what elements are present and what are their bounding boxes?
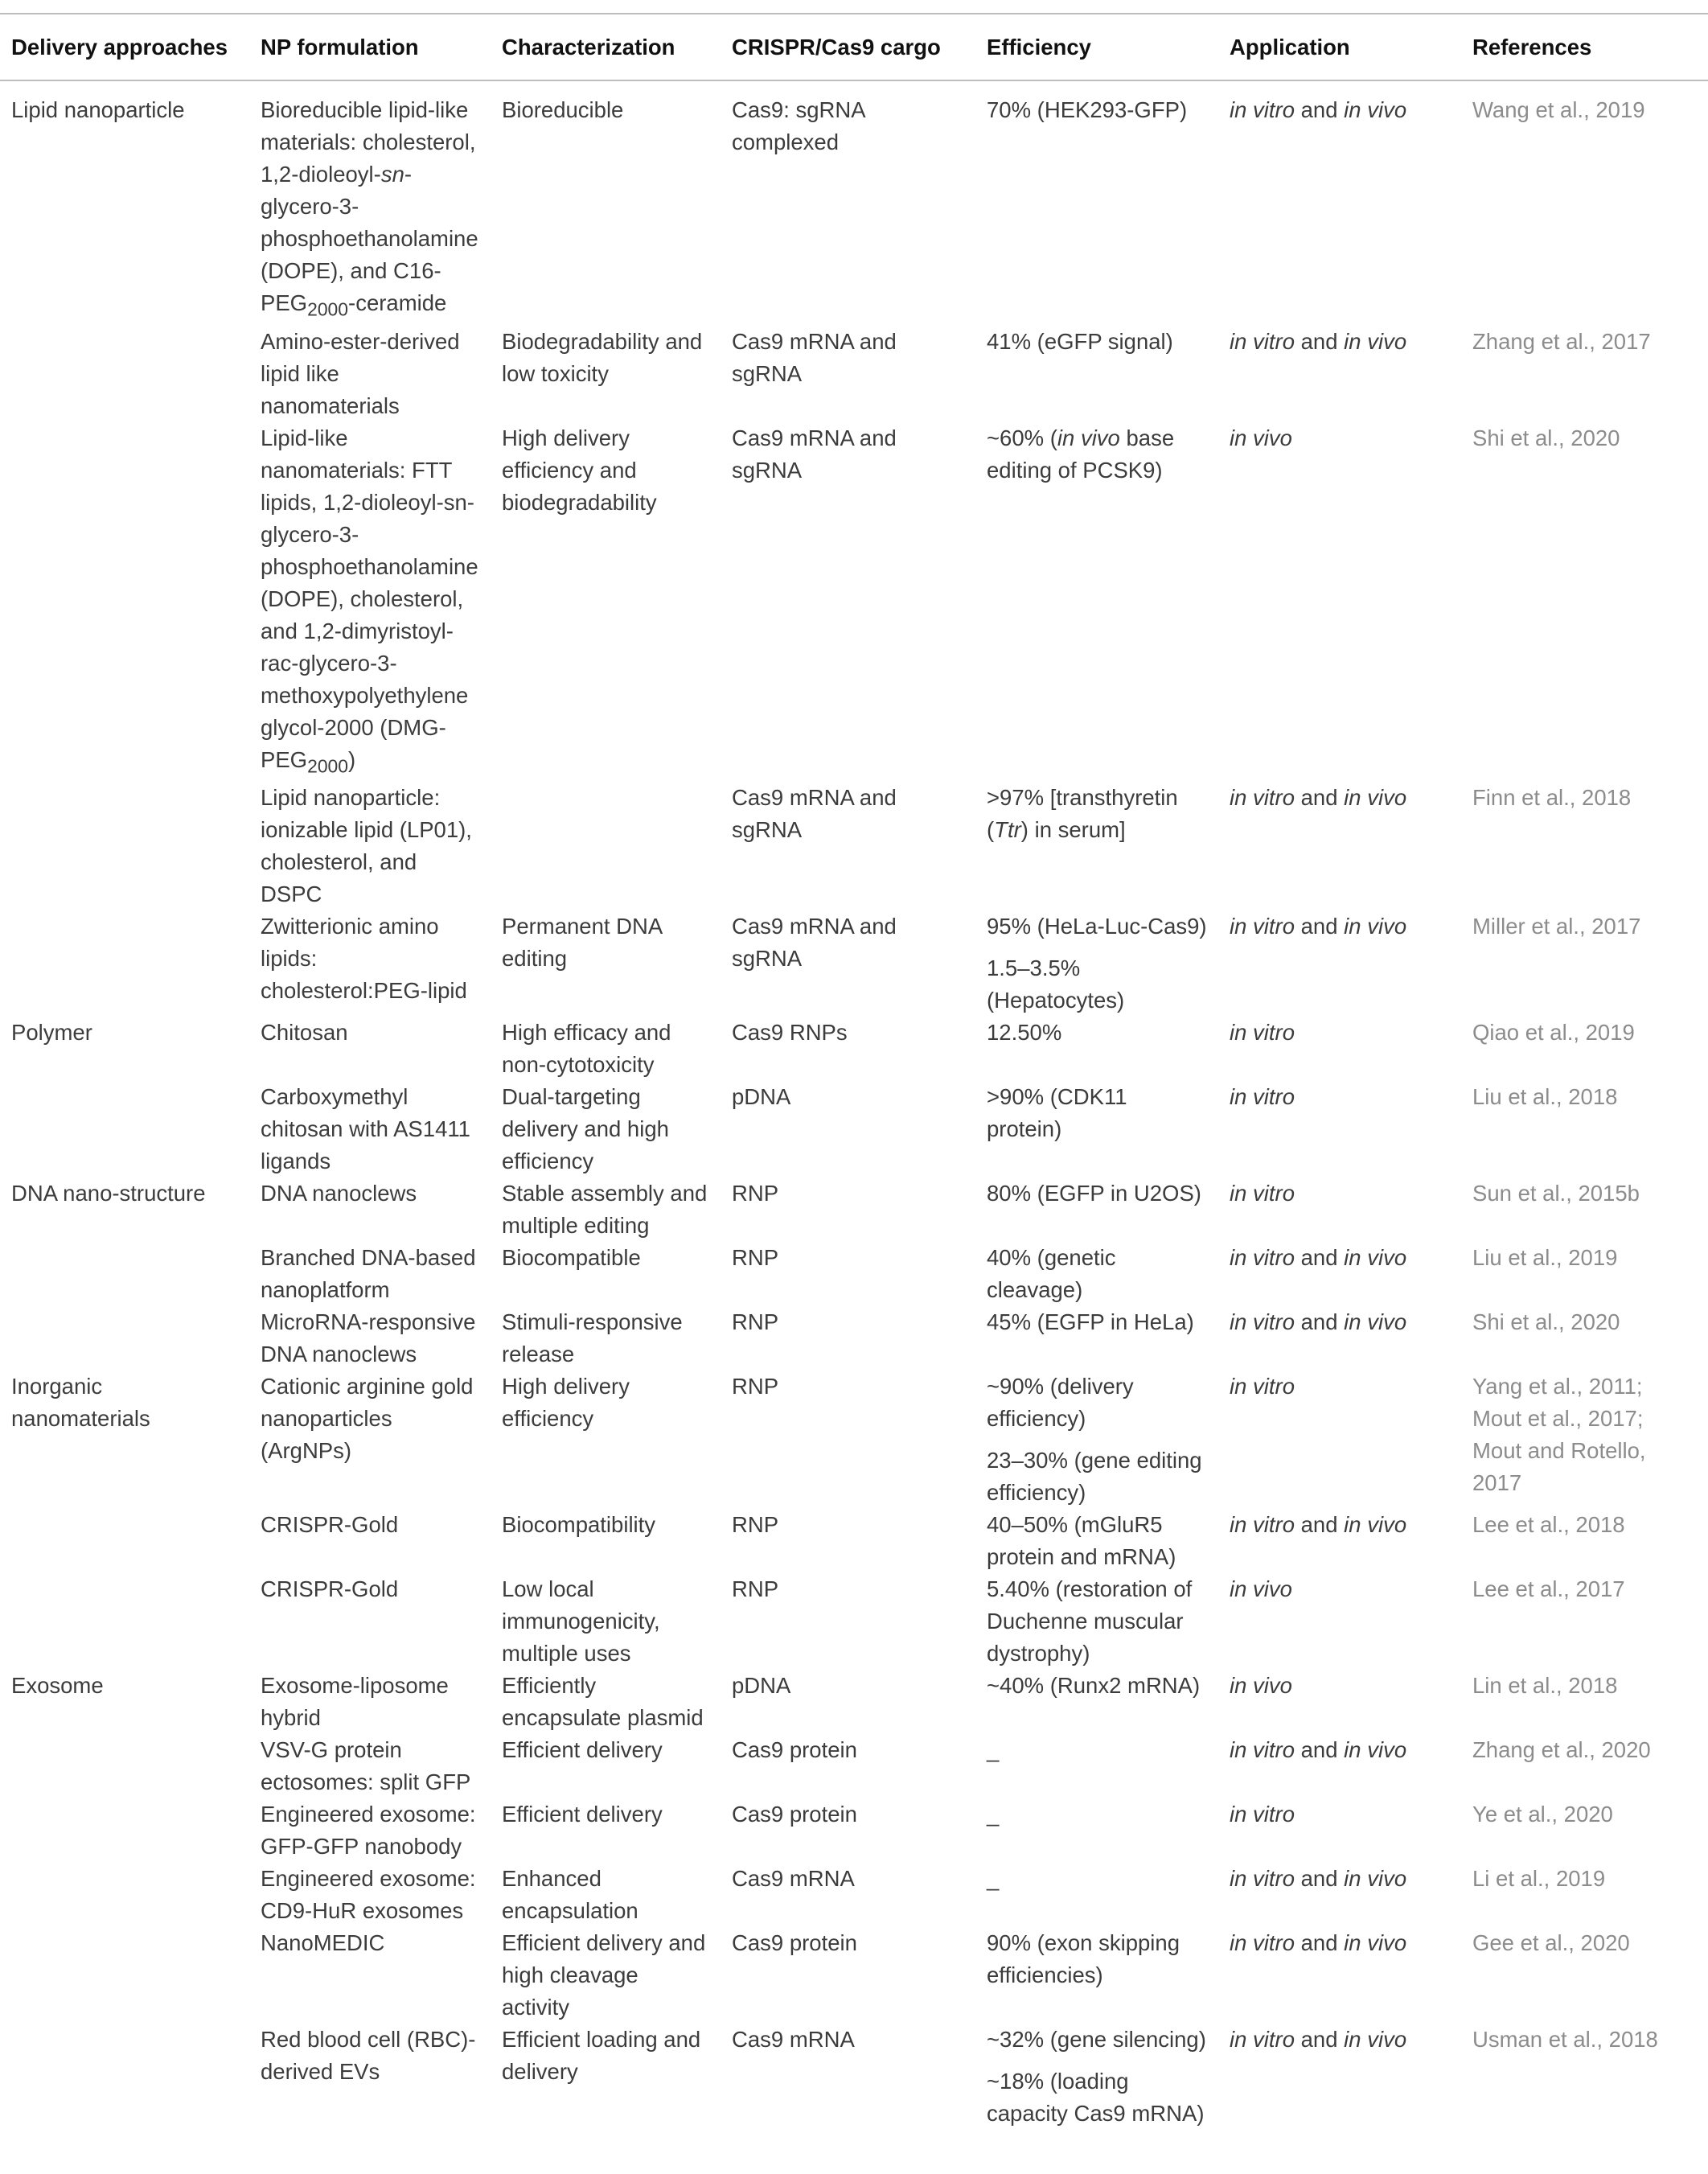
cell-references: Wang et al., 2019 (1472, 97, 1645, 122)
delivery-approaches-table (0, 13, 1708, 2130)
column-header-efficiency: Efficiency (987, 34, 1091, 60)
cell-np-formulation: Zwitterionic amino lipids: cholesterol:PEG-lipid (261, 914, 467, 1003)
cell-np-formulation: Engineered exosome: CD9-HuR exosomes (261, 1866, 476, 1923)
table-row (0, 1371, 1708, 1509)
cell-efficiency (975, 1670, 1218, 1734)
cell-cargo: RNP (732, 1245, 779, 1270)
efficiency-value: 12.50% (987, 1020, 1062, 1045)
cell-np-formulation: CRISPR-Gold (261, 1512, 399, 1537)
cell-references: Yang et al., 2011; Mout et al., 2017; Mout and Rotello, 2017 (1472, 1374, 1646, 1495)
cell-application: in vitro (1230, 1181, 1295, 1206)
efficiency-value: ~40% (Runx2 mRNA) (987, 1673, 1201, 1698)
table-row (0, 1734, 1708, 1798)
cell-efficiency (975, 782, 1218, 910)
cell-np-formulation: Red blood cell (RBC)-derived EVs (261, 2027, 476, 2084)
cell-cargo: RNP (732, 1181, 779, 1206)
cell-np-formulation: Lipid nanoparticle: ionizable lipid (LP01), cholesterol, and DSPC (261, 785, 472, 906)
cell-characterization: Stable assembly and multiple editing (502, 1181, 708, 1238)
table-row (0, 1798, 1708, 1863)
cell-characterization: Efficiently encapsulate plasmid (502, 1673, 704, 1730)
efficiency-value: 23–30% (gene editing efficiency) (987, 1448, 1202, 1505)
cell-cargo: RNP (732, 1512, 779, 1537)
efficiency-value: 40% (genetic cleavage) (987, 1245, 1116, 1302)
table-row (0, 1177, 1708, 1242)
cell-np-formulation: NanoMEDIC (261, 1930, 385, 1955)
cell-np-formulation: Branched DNA-based nanoplatform (261, 1245, 476, 1302)
cell-application: in vitro and in vivo (1230, 1309, 1407, 1334)
cell-efficiency (975, 1081, 1218, 1177)
cell-np-formulation: Engineered exosome: GFP-GFP nanobody (261, 1802, 476, 1859)
table-row (0, 1081, 1708, 1177)
cell-characterization: Efficient delivery (502, 1737, 663, 1762)
cell-references: Zhang et al., 2017 (1472, 328, 1651, 354)
cell-application: in vivo (1230, 1673, 1292, 1698)
cell-delivery-approach: Lipid nanoparticle (11, 97, 185, 122)
cell-application: in vitro and in vivo (1230, 328, 1407, 354)
cell-application: in vivo (1230, 425, 1292, 450)
cell-references: Lee et al., 2017 (1472, 1576, 1625, 1601)
efficiency-value: 70% (HEK293-GFP) (987, 97, 1188, 122)
cell-efficiency (975, 1573, 1218, 1670)
cell-application: in vitro and in vivo (1230, 1737, 1407, 1762)
cell-characterization: Dual-targeting delivery and high efficiency (502, 1084, 669, 1173)
efficiency-value: ~18% (loading capacity Cas9 mRNA) (987, 2069, 1205, 2126)
column-header-characterization: Characterization (502, 34, 675, 60)
cell-characterization: Efficient loading and delivery (502, 2027, 701, 2084)
efficiency-value: _ (987, 1737, 1000, 1762)
cell-application: in vitro and in vivo (1230, 1866, 1407, 1891)
cell-cargo: pDNA (732, 1673, 791, 1698)
cell-cargo: Cas9 RNPs (732, 1020, 848, 1045)
cell-application: in vitro and in vivo (1230, 1930, 1407, 1955)
cell-references: Qiao et al., 2019 (1472, 1020, 1635, 1045)
cell-cargo: Cas9 mRNA and sgRNA (732, 328, 897, 386)
cell-characterization: Biocompatible (502, 1245, 641, 1270)
cell-np-formulation: Exosome-liposome hybrid (261, 1673, 449, 1730)
cell-application: in vivo (1230, 1576, 1292, 1601)
cell-references: Sun et al., 2015b (1472, 1181, 1640, 1206)
cell-characterization: High delivery efficiency and biodegradability (502, 425, 657, 515)
cell-np-formulation: Lipid-like nanomaterials: FTT lipids, 1,2-dioleoyl-sn-glycero-3-phosphoethanolamine (DOPE), cholesterol, and 1,2-dimyristoyl-rac-glycero-3-methoxypolyethylene glycol-2000 $(DMG-PEG_{2000})$ (261, 425, 478, 776)
cell-characterization: Low local immunogenicity, multiple uses (502, 1576, 660, 1666)
table-row (0, 1670, 1708, 1734)
efficiency-value: 5.40% (restoration of Duchenne muscular dystrophy) (987, 1576, 1193, 1666)
table-row (0, 1927, 1708, 2024)
cell-efficiency (975, 1863, 1218, 1927)
cell-application: in vitro (1230, 1020, 1295, 1045)
cell-references: Ye et al., 2020 (1472, 1802, 1613, 1827)
cell-characterization: Permanent DNA editing (502, 914, 662, 971)
cell-delivery-approach (0, 1242, 249, 1306)
cell-efficiency (975, 910, 1218, 1017)
cell-efficiency (975, 1242, 1218, 1306)
efficiency-value: 40–50% (mGluR5 protein and mRNA) (987, 1512, 1176, 1569)
efficiency-value: 45% (EGFP in HeLa) (987, 1309, 1194, 1334)
cell-delivery-approach: DNA nano-structure (11, 1181, 206, 1206)
cell-delivery-approach (0, 1081, 249, 1177)
cell-delivery-approach (0, 1863, 249, 1927)
cell-references: Usman et al., 2018 (1472, 2027, 1658, 2052)
cell-cargo: Cas9 mRNA and sgRNA (732, 914, 897, 971)
header-row (0, 14, 1708, 80)
efficiency-value: ~32% (gene silencing) (987, 2027, 1206, 2052)
cell-delivery-approach (0, 2024, 249, 2130)
cell-efficiency (975, 2024, 1218, 2130)
table-row (0, 1306, 1708, 1371)
table-row (0, 1017, 1708, 1081)
cell-application: in vitro and in vivo (1230, 97, 1407, 122)
cell-references: Shi et al., 2020 (1472, 1309, 1620, 1334)
cell-application: in vitro and in vivo (1230, 1245, 1407, 1270)
cell-characterization: Bioreducible (502, 97, 624, 122)
efficiency-value: ~60% (in vivo base editing of PCSK9) (987, 425, 1175, 483)
cell-np-formulation: Bioreducible lipid-like materials: cholesterol, 1,2-dioleoyl-sn-glycero-3-phosphoethanolamine (DOPE), and $C16-PEG_{2000}$-ceramide (261, 97, 478, 320)
cell-references: Lee et al., 2018 (1472, 1512, 1625, 1537)
cell-cargo: Cas9 protein (732, 1737, 857, 1762)
cell-delivery-approach (0, 1734, 249, 1798)
cell-delivery-approach (0, 1509, 249, 1573)
cell-efficiency (975, 80, 1218, 326)
table-row (0, 782, 1708, 910)
cell-references: Lin et al., 2018 (1472, 1673, 1618, 1698)
cell-cargo: RNP (732, 1374, 779, 1399)
cell-application: in vitro and in vivo (1230, 2027, 1407, 2052)
cell-efficiency (975, 1734, 1218, 1798)
table-row (0, 1242, 1708, 1306)
cell-efficiency (975, 422, 1218, 783)
cell-application: in vitro and in vivo (1230, 1512, 1407, 1537)
table-row (0, 326, 1708, 422)
efficiency-value: >90% (CDK11 protein) (987, 1084, 1127, 1141)
cell-characterization: Stimuli-responsive release (502, 1309, 683, 1366)
efficiency-value: 1.5–3.5% (Hepatocytes) (987, 955, 1125, 1013)
cell-delivery-approach (0, 1927, 249, 2024)
cell-cargo: Cas9 mRNA and sgRNA (732, 785, 897, 842)
cell-references: Zhang et al., 2020 (1472, 1737, 1651, 1762)
cell-cargo: RNP (732, 1309, 779, 1334)
cell-characterization: Enhanced encapsulation (502, 1866, 638, 1923)
cell-application: in vitro (1230, 1802, 1295, 1827)
cell-delivery-approach (0, 782, 249, 910)
table-row (0, 422, 1708, 783)
cell-characterization: Biodegradability and low toxicity (502, 328, 703, 386)
cell-references: Liu et al., 2018 (1472, 1084, 1618, 1109)
cell-efficiency (975, 1371, 1218, 1509)
table-row (0, 1573, 1708, 1670)
efficiency-value: _ (987, 1866, 1000, 1891)
cell-cargo: pDNA (732, 1084, 791, 1109)
cell-references: Gee et al., 2020 (1472, 1930, 1630, 1955)
cell-efficiency (975, 326, 1218, 422)
column-header-application: Application (1230, 34, 1350, 60)
cell-np-formulation: DNA nanoclews (261, 1181, 417, 1206)
efficiency-value: 80% (EGFP in U2OS) (987, 1181, 1201, 1206)
efficiency-value: _ (987, 1802, 1000, 1827)
table-row (0, 910, 1708, 1017)
cell-np-formulation: Amino-ester-derived lipid like nanomaterials (261, 328, 460, 418)
cell-references: Li et al., 2019 (1472, 1866, 1606, 1891)
table-header (0, 14, 1708, 80)
cell-delivery-approach (0, 326, 249, 422)
cell-efficiency (975, 1927, 1218, 2024)
cell-cargo: RNP (732, 1576, 779, 1601)
cell-references: Finn et al., 2018 (1472, 785, 1632, 810)
column-header-cargo: CRISPR/Cas9 cargo (732, 34, 941, 60)
cell-application: in vitro (1230, 1374, 1295, 1399)
cell-application: in vitro and in vivo (1230, 785, 1407, 810)
cell-np-formulation: MicroRNA-responsive DNA nanoclews (261, 1309, 476, 1366)
cell-np-formulation: VSV-G protein ectosomes: split GFP (261, 1737, 471, 1794)
efficiency-value: >97% [transthyretin (Ttr) in serum] (987, 785, 1178, 842)
cell-np-formulation: Carboxymethyl chitosan with AS1411 ligands (261, 1084, 470, 1173)
cell-np-formulation: CRISPR-Gold (261, 1576, 399, 1601)
cell-delivery-approach (0, 1798, 249, 1863)
cell-characterization: Efficient delivery and high cleavage activity (502, 1930, 706, 2020)
cell-cargo: Cas9 mRNA (732, 1866, 855, 1891)
efficiency-value: ~90% (delivery efficiency) (987, 1374, 1134, 1431)
cell-characterization: Efficient delivery (502, 1802, 663, 1827)
cell-efficiency (975, 1177, 1218, 1242)
cell-delivery-approach (0, 422, 249, 783)
cell-delivery-approach: Polymer (11, 1020, 92, 1045)
cell-references: Liu et al., 2019 (1472, 1245, 1618, 1270)
table-row (0, 2024, 1708, 2130)
cell-references: Miller et al., 2017 (1472, 914, 1641, 939)
cell-cargo: Cas9 protein (732, 1930, 857, 1955)
column-header-np-formulation: NP formulation (261, 34, 419, 60)
table-body (0, 80, 1708, 2130)
cell-efficiency (975, 1509, 1218, 1573)
cell-efficiency (975, 1017, 1218, 1081)
cell-delivery-approach: Exosome (11, 1673, 104, 1698)
cell-characterization: High delivery efficiency (502, 1374, 630, 1431)
cell-delivery-approach (0, 1306, 249, 1371)
cell-efficiency (975, 1306, 1218, 1371)
table-row (0, 80, 1708, 326)
cell-delivery-approach (0, 910, 249, 1017)
cell-delivery-approach (0, 1573, 249, 1670)
cell-application: in vitro and in vivo (1230, 914, 1407, 939)
cell-np-formulation: Cationic arginine gold nanoparticles (ArgNPs) (261, 1374, 474, 1463)
cell-efficiency (975, 1798, 1218, 1863)
cell-cargo: Cas9: sgRNA complexed (732, 97, 865, 154)
table-row (0, 1509, 1708, 1573)
cell-cargo: Cas9 mRNA and sgRNA (732, 425, 897, 483)
column-header-references: References (1472, 34, 1592, 60)
efficiency-value: 90% (exon skipping efficiencies) (987, 1930, 1180, 1987)
column-header-delivery-approaches: Delivery approaches (11, 34, 228, 60)
efficiency-value: 95% (HeLa-Luc-Cas9) (987, 914, 1207, 939)
cell-references: Shi et al., 2020 (1472, 425, 1620, 450)
cell-cargo: Cas9 mRNA (732, 2027, 855, 2052)
cell-application: in vitro (1230, 1084, 1295, 1109)
cell-delivery-approach: Inorganic nanomaterials (11, 1374, 150, 1431)
cell-cargo: Cas9 protein (732, 1802, 857, 1827)
efficiency-value: 41% (eGFP signal) (987, 328, 1173, 354)
cell-characterization: High efficacy and non-cytotoxicity (502, 1020, 671, 1077)
table-row (0, 1863, 1708, 1927)
cell-characterization (491, 782, 721, 910)
cell-characterization: Biocompatibility (502, 1512, 656, 1537)
cell-np-formulation: Chitosan (261, 1020, 348, 1045)
